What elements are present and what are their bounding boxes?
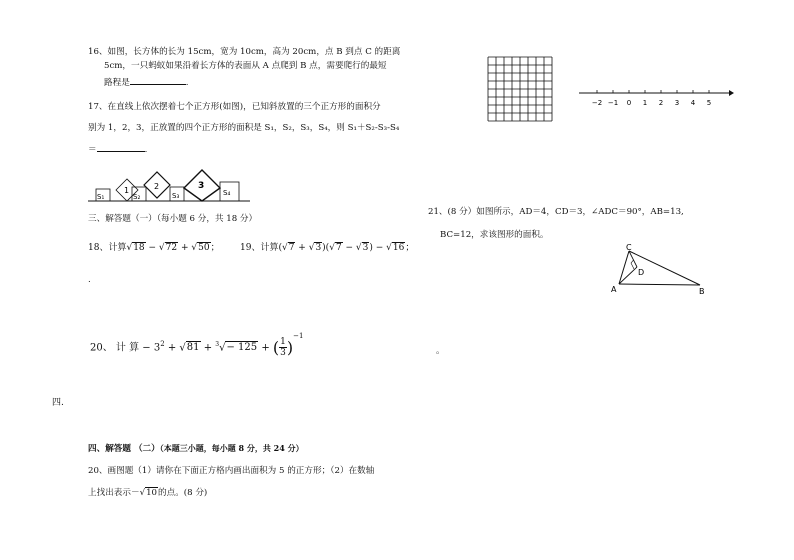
q21-line1: 21、(8 分）如图所示，AD＝4，CD＝3，∠ADC＝90°，AB=13, <box>428 207 684 217</box>
q19-prefix: 19、计算 <box>240 243 279 253</box>
q16-line3: 路程是 . <box>104 78 189 88</box>
q19-e: 16 <box>392 243 405 253</box>
q20-p2: + <box>164 342 180 354</box>
q20-prefix: 20、 计 算 <box>90 342 140 354</box>
q20-p3: + <box>200 342 216 354</box>
q17-line2: 别为 1，2，3，正放置的四个正方形的面积是 S₁，S₂，S₃，S₄，则 S₁＋S₂-S₃-S₄ <box>88 123 400 133</box>
q18: 18、计算√18 − √72 + √50； <box>88 243 220 253</box>
q18-prefix: 18、计算 <box>88 243 127 253</box>
point-b: B <box>699 287 705 296</box>
section4-sub: （本题三小题，每小题 8 分，共 24 分） <box>159 443 304 453</box>
q16-line2: 5cm，一只蚂蚁如果沿着长方体的表面从 A 点爬到 B 点，需要爬行的最短 <box>104 61 387 71</box>
q16-line1: 16、如图，长方体的长为 15cm，宽为 10cm，高为 20cm，点 B 到点 C 的距离 <box>88 47 401 57</box>
number-line-label: 1 <box>642 99 648 107</box>
section3-title: 三、解答题（一）（每小题 6 分，共 18 分） <box>88 214 258 224</box>
q19-end: ； <box>405 243 415 253</box>
number-line-label: 3 <box>674 99 680 107</box>
label-s2: S₂ <box>133 193 141 201</box>
q20-paren-right: ) <box>286 337 294 357</box>
label-s1: S₁ <box>97 193 105 201</box>
number-line-label: −1 <box>607 99 619 107</box>
label-2: 2 <box>154 182 160 191</box>
q16-answer-blank <box>130 76 186 85</box>
q20b-line2-post: 的点。(8 分) <box>158 488 208 498</box>
q20-fraction <box>279 337 287 358</box>
right-angle-mark <box>631 260 634 269</box>
q18-end: ； <box>210 243 220 253</box>
stray-dot-2: 。 <box>436 346 445 356</box>
number-line-label: 2 <box>658 99 664 107</box>
number-line-label: 5 <box>706 99 712 107</box>
point-c: C <box>626 243 632 252</box>
q18-rad1: 18 <box>133 243 145 253</box>
q20-num: 1 <box>280 337 286 348</box>
q20-den: 3 <box>280 348 286 359</box>
side-ab <box>619 284 700 285</box>
q20b-rad: 10 <box>146 488 157 498</box>
q20-rad2: − 125 <box>226 342 258 354</box>
q17-line1: 17、在直线上依次摆着七个正方形(如图)，已知斜放置的三个正方形的面积分 <box>88 102 381 112</box>
q19-d: 3 <box>362 243 369 253</box>
point-a: A <box>611 285 617 294</box>
number-line-label: 4 <box>690 99 696 107</box>
q17-line3-text: ＝ <box>88 145 97 155</box>
label-3: 3 <box>198 181 205 191</box>
q20-p1: − 3 <box>139 342 161 354</box>
number-line-arrow <box>729 90 734 96</box>
q20-cube-index: 3 <box>215 341 220 348</box>
q17-answer-blank <box>97 143 145 152</box>
q19-c: 7 <box>335 243 342 253</box>
number-line-label: −2 <box>591 99 603 107</box>
q20-paren-left: ( <box>272 337 280 357</box>
point-d: D <box>638 268 645 277</box>
q20b-line1: 20、画图题（1）请你在下面正方格内画出面积为 5 的正方形；（2）在数轴 <box>88 466 375 476</box>
label-s3: S₃ <box>172 192 180 200</box>
stray-dot-1: . <box>88 275 91 285</box>
q18-rad2: 72 <box>165 243 178 253</box>
q16-line3-text: 路程是 <box>104 78 130 88</box>
q20-p4: + <box>258 342 273 354</box>
q20-exp: −1 <box>293 332 304 340</box>
square-grid <box>487 56 553 122</box>
label-1: 1 <box>124 186 130 195</box>
q20-rad1: 81 <box>186 342 200 354</box>
q18-rad3: 50 <box>198 243 210 253</box>
q21-line2: BC=12，求该图形的面积。 <box>440 230 549 240</box>
q19-a: 7 <box>288 243 295 253</box>
q18-plus: + <box>178 243 192 253</box>
four-dot: 四. <box>52 398 64 408</box>
label-s4: S₄ <box>223 189 231 197</box>
q19-b: 3 <box>315 243 322 253</box>
number-line <box>575 85 735 109</box>
q20-sup: 2 <box>160 340 165 348</box>
q18-minus: − <box>145 243 159 253</box>
q19: 19、计算(√7 + √3)(√7 − √3) − √16； <box>240 243 415 253</box>
triangle-figure <box>605 240 720 296</box>
q20b-line2: 上找出表示－√10的点。(8 分) <box>88 488 208 498</box>
section4-title-text: 四、解答题 （二） <box>88 444 160 454</box>
number-line-label: 0 <box>626 99 632 107</box>
section4-title <box>88 443 304 455</box>
q20b-line2-pre: 上找出表示－ <box>88 488 140 498</box>
squares-figure <box>88 168 250 204</box>
q17-line3: ＝ . <box>88 145 148 155</box>
q20-calc: 20、 计 算 − $3^2 + √81 + ^3√- 125$ + ( $\frac{1}{3}$ )$^{-1}$ <box>90 332 304 359</box>
